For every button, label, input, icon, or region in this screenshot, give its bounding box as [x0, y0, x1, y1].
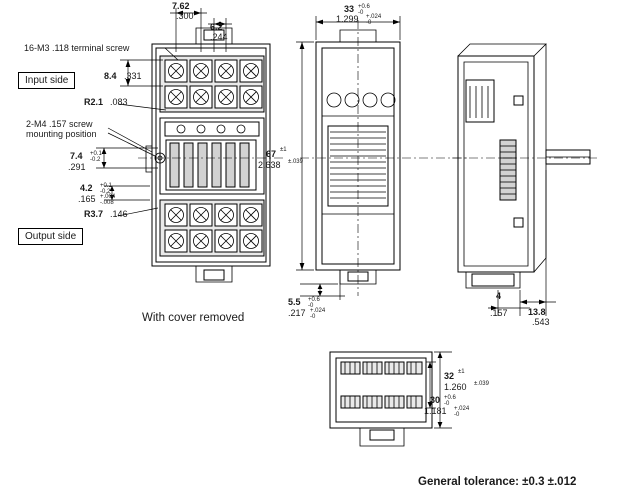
dim-r3-7-value: R3.7	[84, 209, 104, 219]
dim-67-inch: 2.638	[258, 160, 281, 170]
dim-33-value: 33	[344, 4, 355, 14]
dim-7-62-inch: .300	[176, 11, 194, 21]
dim-4-2-inch-tolerance: +.004 -.008	[100, 194, 116, 206]
dim-13-8-inch: .543	[532, 317, 550, 327]
dim-67-value: 67	[266, 149, 277, 159]
dim-33-tolerance: +0.6 -0	[358, 4, 370, 16]
dim-7-4-value: 7.4	[70, 151, 83, 161]
dim-30-inch-tolerance: +.024 -0	[454, 406, 470, 418]
dim-8-4-value: 8.4	[104, 71, 117, 81]
dim-67-inch-tolerance: ±.039	[288, 159, 303, 165]
dim-13-8-value: 13.8	[528, 307, 546, 317]
dim-7-4-inch: .291	[68, 162, 86, 172]
dim-32-inch: 1.260	[444, 382, 467, 392]
dim-5-5-inch-tolerance: +.024 -0	[310, 308, 326, 320]
dim-4-2-tolerance: +0.1 -0.2	[100, 183, 112, 195]
dim-6-2-value: 6.2	[210, 22, 223, 32]
dim-6-2-inch: .244	[210, 32, 228, 42]
dim-30-tolerance: +0.6 -0	[444, 395, 456, 407]
caption-with-cover-removed: With cover removed	[142, 312, 245, 324]
dim-32-inch-tolerance: ±.039	[474, 381, 489, 387]
dim-67-tolerance: ±1	[280, 147, 287, 153]
dim-5-5-tolerance: +0.6 -0	[308, 297, 320, 309]
dim-r2-1-inch: .083	[110, 97, 128, 107]
callout-screw-mounting-2: mounting position	[26, 129, 97, 139]
dim-33-inch-tolerance: +.024 -0	[366, 14, 382, 26]
dim-5-5-value: 5.5	[288, 297, 301, 307]
general-tolerance-note: General tolerance: ±0.3 ±.012	[418, 476, 577, 488]
dim-30-value: 30	[430, 395, 441, 405]
dim-4-value: 4	[496, 291, 502, 301]
label-output-side: Output side	[18, 228, 83, 245]
dim-7-4-tolerance: +0.1 -0.2	[90, 151, 102, 163]
dim-7-62-value: 7.62	[172, 1, 190, 11]
label-input-side: Input side	[18, 72, 75, 89]
dim-4-2-inch: .165	[78, 194, 96, 204]
callout-terminal-screw: 16-M3 .118 terminal screw	[24, 43, 130, 53]
dim-4-2-value: 4.2	[80, 183, 93, 193]
dim-r2-1-value: R2.1	[84, 97, 104, 107]
dim-r3-7-inch: .146	[110, 209, 128, 219]
dim-5-5-inch: .217	[288, 308, 306, 318]
callout-screw-mounting: 2-M4 .157 screw	[26, 119, 93, 129]
dim-4-inch: .157	[490, 308, 508, 318]
dim-30-inch: 1.181	[424, 406, 447, 416]
dim-8-4-inch: .331	[124, 71, 142, 81]
dim-32-value: 32	[444, 371, 455, 381]
dim-33-inch: 1.299	[336, 14, 359, 24]
dim-32-tolerance: ±1	[458, 369, 465, 375]
